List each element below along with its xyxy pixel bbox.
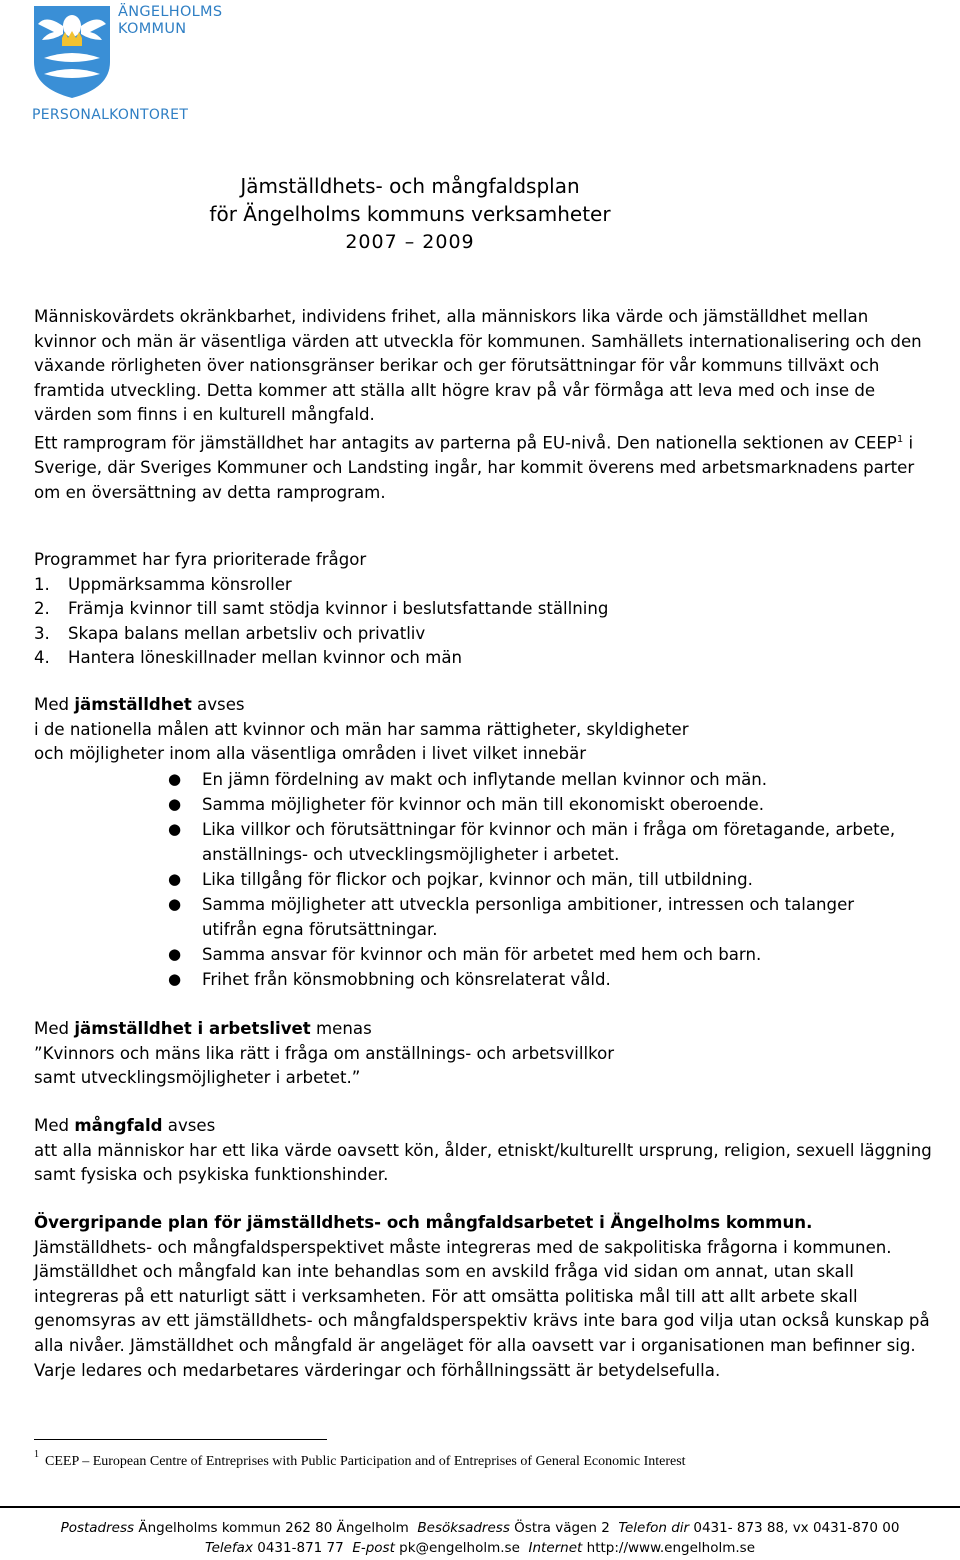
equality-bullet-list [168,767,908,992]
list-item: ● Lika tillgång för flickor och pojkar, kvinnor och män, till utbildning. [168,867,908,892]
equality-heading: Med jämställdhet avses [34,695,245,714]
list-item: ● Frihet från könsmobbning och könsrelaterat våld. [168,967,908,992]
overall-plan-section [34,1211,934,1383]
worklife-quote-line-2: samt utvecklingsmöjligheter i arbetet.” [34,1068,361,1088]
list-item: 3. Skapa balans mellan arbetsliv och privatliv [34,623,426,643]
bullet-icon: ● [168,770,182,788]
list-item: ● Samma ansvar för kvinnor och män för arbetet med hem och barn. [168,942,908,967]
list-item: ● Lika villkor och förutsättningar för kvinnor och män i fråga om företagande, arbete, anställnings- och utvecklingsmöjligheter i arbetet. [168,817,908,867]
coat-of-arms-icon [32,4,112,100]
bullet-icon: ● [168,795,182,813]
bullet-icon: ● [168,895,182,913]
priorities-section [34,548,934,671]
website-link[interactable]: http://www.engelholm.se [586,1540,756,1556]
email-link[interactable]: pk@engelholm.se [399,1540,520,1556]
footer-line-2: Telefax 0431-871 77 E-post pk@engelholm.se Internet http://www.engelholm.se [204,1540,756,1556]
footnote-divider [34,1439,327,1440]
overall-plan-text: Jämställdhets- och mångfaldsperspektivet måste integreras med de sakpolitiska frågorna i kommunen. Jämställdhet och mångfald kan inte behandlas som en avskild fråga vid sidan om annat, utan skall integreras på ett naturligt sätt i verksamheten. För att omsätta politiska mål till att allt arbete skall genomsyras av ett jämställdhets- och mångfaldsperspektiv krävs inte bara god vilja utan också kunskap på alla nivåer. Jämställdhet och mångfald är angeläget för alla oavsett var i organisationen man befinner sig. Varje ledares och medarbetares värderingar och förhållningssätt är betydelsefulla. [34,1237,930,1380]
footer-line-1: Postadress Ängelholms kommun 262 80 Ängelholm Besöksadress Östra vägen 2 Telefon dir 0431- 873 88, vx 0431-870 00 [60,1520,900,1536]
bullet-icon: ● [168,970,182,988]
equality-section [34,693,934,767]
worklife-heading: Med jämställdhet i arbetslivet menas [34,1019,372,1038]
intro-paragraph-2: Ett ramprogram för jämställdhet har antagits av parterna på EU-nivå. Den nationella sektionen av CEEP$^1$ i Sverige, där Sveriges Kommuner och Landsting ingår, har kommit överens med arbetsmarknadens parter om en översättning av detta ramprogram. [34,433,915,502]
equality-line-1: i de nationella målen att kvinnor och män har samma rättigheter, skyldigheter [34,719,689,739]
document-title [160,172,660,256]
diversity-text: att alla människor har ett lika värde oavsett kön, ålder, etniskt/kulturellt ursprung, religion, sexuell läggning samt fysiska och psykiska funktionshinder. [34,1140,932,1185]
list-item: ● Samma möjligheter för kvinnor och män till ekonomiskt oberoende. [168,792,908,817]
equality-line-2: och möjligheter inom alla väsentliga områden i livet vilket innebär [34,744,587,764]
diversity-section [34,1114,934,1188]
list-item: 2. Främja kvinnor till samt stödja kvinnor i beslutsfattande ställning [34,599,609,619]
intro-section [34,305,934,505]
footnote: $^1$ CEEP – European Centre of Entreprises with Public Participation and of Entreprises of General Economic Interest [34,1449,686,1469]
footer-divider [0,1506,960,1508]
list-item: ● Samma möjligheter att utveckla personliga ambitioner, intressen och talanger utifrån egna förutsättningar. [168,892,908,942]
list-item: 4. Hantera löneskillnader mellan kvinnor och män [34,648,463,668]
bullet-icon: ● [168,820,182,838]
title-line-1: Jämställdhets- och mångfaldsplan [240,174,580,198]
overall-plan-heading: Övergripande plan för jämställdhets- och mångfaldsarbetet i Ängelholms kommun. [34,1213,813,1232]
list-item: 1. Uppmärksamma könsroller [34,574,292,594]
bullet-icon: ● [168,870,182,888]
diversity-heading: Med mångfald avses [34,1116,216,1135]
department-name: PERSONALKONTORET [32,107,189,123]
title-line-2: för Ängelholms kommuns verksamheter [209,202,611,226]
organization-name: ÄNGELHOLMS KOMMUN [118,4,223,37]
bullet-icon: ● [168,945,182,963]
list-item: ● En jämn fördelning av makt och inflytande mellan kvinnor och män. [168,767,908,792]
title-years: 2007 – 2009 [345,231,475,253]
intro-paragraph-1: Människovärdets okränkbarhet, individens frihet, alla människors lika värde och jämställdhet mellan kvinnor och män är väsentliga värden att utveckla för kommunen. Samhällets internationalisering och den växande rörligheten över nationsgränser berikar och ger förutsättningar för vår kommuns tillväxt och framtida utveckling. Detta kommer att ställa allt högre krav på vår förmåga att leva med och inse de värden som finns i en kulturell mångfald. [34,307,922,425]
priorities-heading: Programmet har fyra prioriterade frågor [34,550,367,569]
worklife-quote-line-1: ”Kvinnors och mäns lika rätt i fråga om anställnings- och arbetsvillkor [34,1043,615,1063]
worklife-section [34,1017,934,1091]
